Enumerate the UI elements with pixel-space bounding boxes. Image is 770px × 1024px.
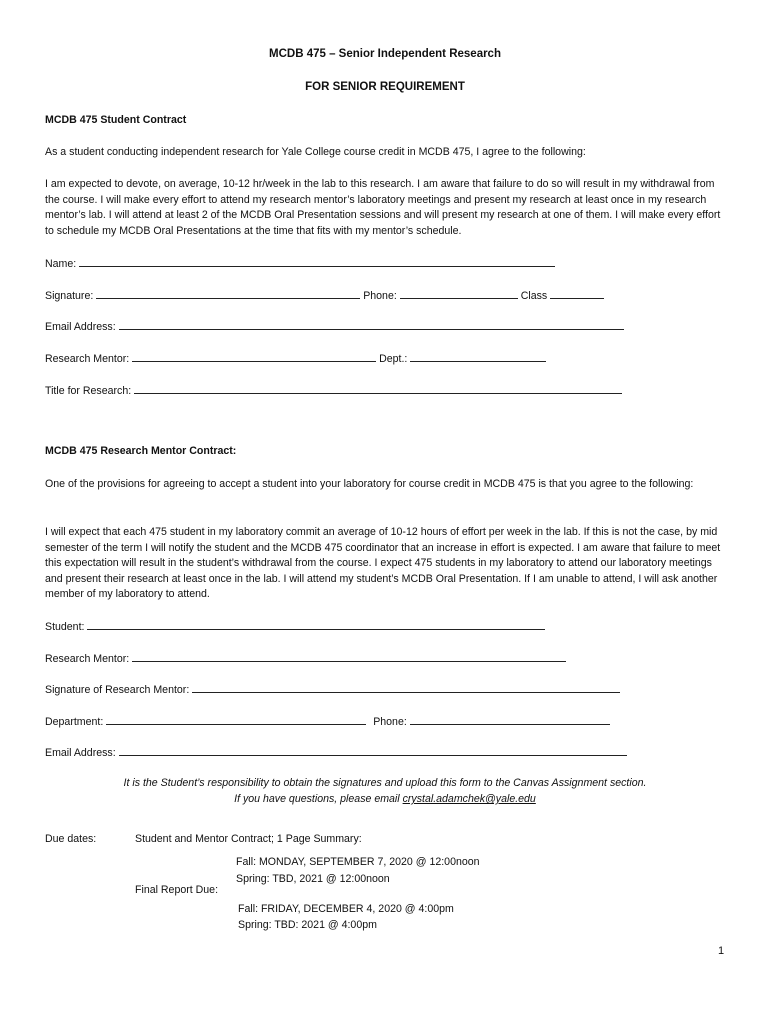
final-report-due-fall: Fall: FRIDAY, DECEMBER 4, 2020 @ 4:00pm <box>238 903 454 915</box>
research-title-label: Title for Research: <box>45 385 132 397</box>
phone-label: Phone: <box>363 290 397 302</box>
mentor-contract-body: I will expect that each 475 student in my laboratory commit an average of 10-12 hours of effort per week in the lab. If this is not the case, by mid semester of the term I will notify the student and the MCDB 475 coordinator that an increase in effort is expected. I am aware that failure to meet this expectation will result in the student’s withdrawal from the course. I expect 475 students in my laboratory to attend our laboratory meetings and present their research at least once in the lab. I will attend my student’s MCDB Oral Presentation. If I am unable to attend, I will ask another member of my laboratory to attend. <box>45 526 721 601</box>
contract-due-spring: Spring: TBD, 2021 @ 12:00noon <box>236 873 390 885</box>
due-dates-label: Due dates: <box>45 833 97 845</box>
signature-label: Signature: <box>45 290 94 302</box>
page-title: MCDB 475 – Senior Independent Research <box>269 48 501 60</box>
mentor-name-row <box>45 651 566 665</box>
page-subtitle: FOR SENIOR REQUIREMENT <box>305 81 465 93</box>
research-mentor-row <box>45 351 546 365</box>
phone-field[interactable] <box>400 288 518 299</box>
mentor-department-row <box>45 714 610 728</box>
signature-field[interactable] <box>96 288 360 299</box>
responsibility-notice: It is the Student’s responsibility to obtain the signatures and upload this form to the Canvas Assignment section. <box>123 777 647 789</box>
mentor-email-row <box>45 745 627 759</box>
mentor-signature-field[interactable] <box>192 682 620 693</box>
class-field[interactable] <box>550 288 604 299</box>
mentor-email-field[interactable] <box>119 745 627 756</box>
class-label: Class <box>520 290 548 302</box>
mentor-name-field[interactable] <box>132 651 566 662</box>
page-number: 1 <box>718 945 725 957</box>
final-report-due-spring: Spring: TBD: 2021 @ 4:00pm <box>238 919 377 931</box>
research-title-field[interactable] <box>134 383 622 394</box>
mentor-phone-field[interactable] <box>410 714 610 725</box>
mentor-contract-intro: One of the provisions for agreeing to accept a student into your laboratory for course credit in MCDB 475 is that you agree to the following: <box>45 478 694 490</box>
student-email-field[interactable] <box>119 319 624 330</box>
final-report-due-label: Final Report Due: <box>135 884 219 896</box>
mentor-name-label: Research Mentor: <box>45 653 130 665</box>
mentor-department-field[interactable] <box>106 714 366 725</box>
signature-field-row <box>45 288 604 302</box>
mentor-student-field[interactable] <box>87 619 545 630</box>
research-title-row <box>45 383 622 397</box>
research-mentor-field[interactable] <box>132 351 376 362</box>
mentor-student-row <box>45 619 545 633</box>
student-contract-intro: As a student conducting independent research for Yale College course credit in MCDB 475, I agree to the following: <box>45 146 586 158</box>
name-field[interactable] <box>79 256 555 267</box>
name-label: Name: <box>45 258 77 270</box>
mentor-contract-heading: MCDB 475 Research Mentor Contract: <box>45 445 237 457</box>
mentor-student-label: Student: <box>45 621 85 633</box>
contact-notice-prefix: If you have questions, please email <box>234 793 403 805</box>
mentor-department-label: Department: <box>45 716 104 728</box>
student-contract-heading: MCDB 475 Student Contract <box>45 114 187 126</box>
contact-notice <box>0 793 770 805</box>
mentor-email-label: Email Address: <box>45 747 116 759</box>
student-contract-body: I am expected to devote, on average, 10-12 hr/week in the lab to this research. I am aware that failure to do so will result in my withdrawal from the course. I will make every effort to attend my research mentor’s laboratory meetings and present my research at least once in my research mentor’s lab. I will attend at least 2 of the MCDB Oral Presentation sessions and will present my research at one of them. I will make every effort to schedule my MCDB Oral Presentations at the time that fits with my mentor’s schedule. <box>45 178 721 237</box>
name-field-row <box>45 256 555 270</box>
dept-field[interactable] <box>410 351 546 362</box>
mentor-phone-label: Phone: <box>373 716 407 728</box>
research-mentor-label: Research Mentor: <box>45 353 130 365</box>
dept-label: Dept.: <box>379 353 408 365</box>
contact-email-link[interactable]: crystal.adamchek@yale.edu <box>402 793 536 805</box>
student-email-row <box>45 319 624 333</box>
mentor-signature-label: Signature of Research Mentor: <box>45 684 190 696</box>
mentor-signature-row <box>45 682 620 696</box>
contract-due-fall: Fall: MONDAY, SEPTEMBER 7, 2020 @ 12:00noon <box>236 856 480 868</box>
student-email-label: Email Address: <box>45 321 116 333</box>
contract-due-label: Student and Mentor Contract; 1 Page Summary: <box>135 833 362 845</box>
